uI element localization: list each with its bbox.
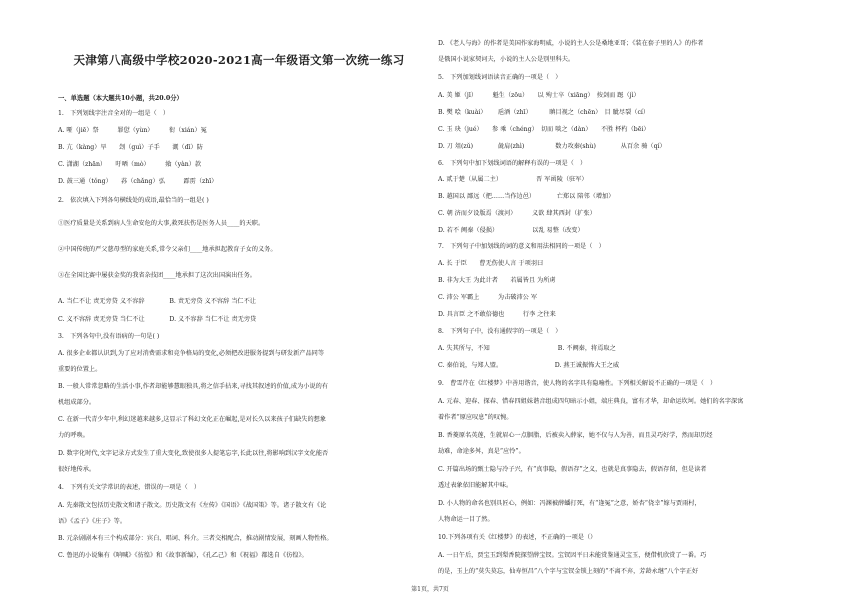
text-line: D. 《老人与海》的作者是美国作家海明威，小说的主人公是桑地亚哥；《装在套子里的人》的作者 — [438, 40, 704, 47]
text-line: 机组成部分。 — [58, 399, 96, 406]
text-line: A. 贰于楚（从属二主） 晋 军函陵（驻军） — [438, 176, 588, 183]
text-line: 劫难，命途多舛，真是“应怜”。 — [438, 448, 525, 455]
section-heading: 一、单选题（本大题共10小题，共20.0分） — [58, 95, 183, 102]
text-line: ②中国传统的严父慈母型的家庭关系,常令父亲们____地承担起教育子女的义务。 — [58, 246, 277, 253]
text-line: D. 若不 阙秦（侵损） 以乱 易整（改变） — [438, 227, 584, 234]
text-line: D. 小人物的命名也别具匠心，例如：冯渊被薛蟠打死，有“逢冤”之意，娇杏“侥幸”嫁与贾雨村， — [438, 500, 701, 507]
text-line: 1. 下列划线字注音全对的一组是（ ） — [58, 110, 170, 117]
text-line: A. 当仁不让 责无旁贷 义不容辞 B. 责无旁贷 义不容辞 当仁不让 — [58, 298, 256, 305]
text-line: 力的呼唤。 — [58, 432, 89, 439]
text-line: 透过表象依旧能解其中味。 — [438, 482, 513, 489]
text-line: C. 玉 玦（jué） 参 乘（chéng） 切而 啖之（dàn） 不胜 杯杓（bēi） — [438, 126, 650, 133]
text-line: D. 刀 俎(zǔ) 彘肩(zhì) 数力攻秦(shù) 从百余 骑（qí） — [438, 143, 666, 150]
text-line: A. 很多企业都认识到,为了应对消费需求和竞争格局的变化,必须把改进服务提到与研发新产品同等 — [58, 350, 325, 357]
text-line: 5. 下列加划线词语读音正确的一项是（ ） — [438, 74, 562, 81]
page-title: 天津第八高级中学校2020-2021高一年级语文第一次统一练习 — [73, 53, 405, 67]
text-line: ③在全国比赛中屡获金奖的我省杂技团____地承担了这次出国演出任务。 — [58, 272, 256, 279]
text-line: C. 在新一代青少年中,利幻迷越来越多,这显示了科幻文化正在崛起,是对长久以来孩子们缺失的想象 — [58, 416, 327, 423]
text-line: B. 樊 哙（kuài） 巵酒（zhī） 瞋目视之（chēn） 目 眦尽裂（cí） — [438, 109, 650, 116]
text-line: B. 非为大王 为此计者 若属皆且 为所虏 — [438, 277, 556, 284]
text-line: ①医疗质量是关系到病人生命安危的大事,救死扶伤是医务人员____的天职。 — [58, 220, 265, 227]
text-line: C. 朝 济而夕设版焉（渡河） 义欲 肆其西封（扩张） — [438, 210, 596, 217]
text-line: 7. 下列句子中加划线的词的意义和用法相同的一项是（ ） — [438, 243, 605, 250]
text-line: 很好地传承。 — [58, 466, 96, 473]
text-line: C. 开篇出场的甄士隐与冷子兴，有“真事隐，假语存”之义，也就是真事隐去，假语存留，但是读者 — [438, 466, 707, 473]
text-line: D. 具言臣 之不敢倍德也 行李 之往来 — [438, 311, 556, 318]
text-line: B. 香菱原名英莲，生就眉心一点胭脂，后被卖入薛家，她不仅与人为善，而且灵巧好学，然而却历经 — [438, 432, 713, 439]
text-line: 3. 下列各句中,没有语病的一句是( ) — [58, 333, 160, 340]
text-line: B. 元杂剧剧本有三个构成部分：宾白、唱词、科介。三者交相配合，推动剧情发展，刻画人物性格。 — [58, 535, 333, 542]
text-line: A. 元春、迎春、探春、惜春四姐妹谐音组成四句暗示小姐，端庄典良，富有才华，却命运坎坷。她们的名字深寓 — [438, 398, 744, 405]
text-line: C. 义不容辞 责无旁贷 当仁不让 D. 义不容辞 当仁不让 责无旁贷 — [58, 316, 257, 323]
text-line: A. 长 于臣 曹无伤使人言 于项羽曰 — [438, 260, 544, 267]
text-line: 9. 曹雪芹在《红楼梦》中善用谐音，使人物的名字具有隐喻性。下列相关解说不正确的一项是（ ） — [438, 380, 717, 387]
text-line: A. 先秦散文包括历史散文和诸子散文。历史散文有《左传》《国语》《战国策》等。诸子散文有《论 — [58, 502, 327, 509]
text-line: C. 秦伯说，与郑人盟。 D. 燕王诚振怖大王之威 — [438, 362, 620, 369]
text-line: C. 潇湖（zhān） 吁哂（mò） 飨（yàn）款 — [58, 161, 202, 168]
text-line: B. 越国以 鄙远（把……当作边邑） 亡郑以 陪邻（增加） — [438, 193, 615, 200]
text-line: 重要的位置上。 — [58, 366, 102, 373]
text-line: 的是，玉上的“莫失莫忘，仙寿恒昌”八个字与宝钗金锁上刻的“不离不弃，芳龄永继”八个字正好 — [438, 568, 699, 575]
text-line: 8. 下列句子中，没有通假字的一项是（ ） — [438, 328, 562, 335]
text-line: C. 沛公 军霸上 为击破沛公 军 — [438, 294, 538, 301]
text-line: 语》《孟子》《庄子》等。 — [58, 518, 127, 525]
text-line: B. 一般人常常忽略的生活小事,作者却能够慧眼独具,将之信手拈来,寻找其叙述的价值,成为小说的有 — [58, 383, 329, 390]
text-line: A. 一日午后，贾宝玉到梨香院探望薛宝钗。宝钗因平日未能赏鉴通灵宝玉，便借机欣赏了一番。巧 — [438, 552, 707, 559]
text-line: 着作者“原应叹息”的叹惋。 — [438, 414, 513, 421]
text-line: A. 美 姬（jī） 魁生（zōu） 以 殉士卒（xiāng） 按剑而 跽（jì） — [438, 92, 640, 99]
text-line: D. 数字化时代,文字记录方式发生了重大变化,致使很多人提笔忘字,长此以往,将影响到汉字文化能否 — [58, 450, 329, 457]
text-line: C. 鲁迅的小说集有《呐喊》《彷徨》和《故事新编》，《孔乙己》和《祝福》都选自《彷徨》。 — [58, 552, 308, 559]
text-line: 是俄国小说家契诃夫，小说的主人公是别里科夫。 — [438, 56, 575, 63]
page-footer: 第1页，共7页 — [411, 586, 449, 593]
text-line: 10.下列各项有关《红楼梦》的表述，不正确的一项是（） — [438, 534, 597, 541]
text-line: 6. 下列句中加下划线词语的解释有误的一项是（ ） — [438, 160, 587, 167]
text-line: A. 哑（jiē）祭 罪愆（yùn） 衔（xián）冤 — [58, 127, 207, 134]
text-line: D. 鼓三通（tǒng） 荪（chǎng）弘 霹雳（zhī） — [58, 178, 218, 185]
text-line: 人物命运一目了然。 — [438, 516, 494, 523]
text-line: 2. 依次填入下列各句横线处的成语,最恰当的一组是( ) — [58, 197, 209, 204]
text-line: A. 失其所与，不知 B. 不阙秦，将焉取之 — [438, 345, 616, 352]
text-line: B. 亢（kàng）旱 刽（guì）子手 溉（dī）防 — [58, 144, 203, 151]
text-line: 4. 下列有关文学常识的表述，错误的一项是（ ） — [58, 484, 201, 491]
